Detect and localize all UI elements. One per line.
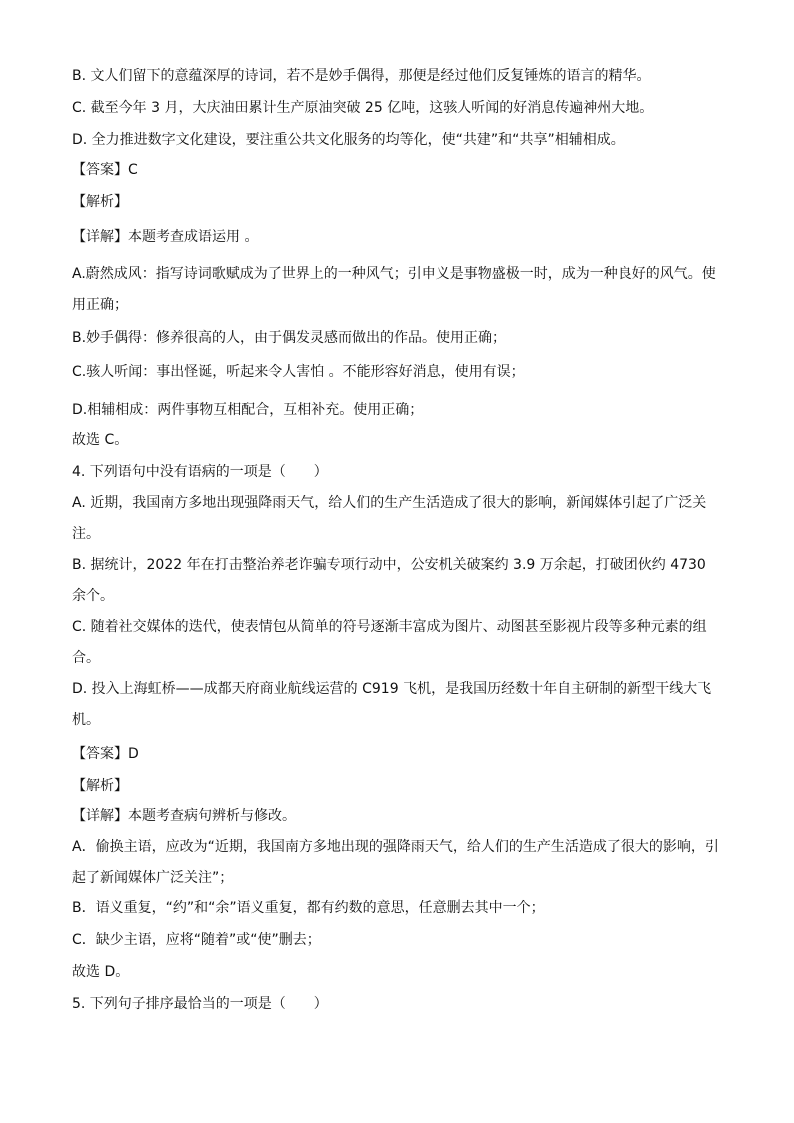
q3-explanation-b: B.妙手偶得：修养很高的人，由于偶发灵感而做出的作品。使用正确； xyxy=(72,330,507,346)
q5-question: 5. 下列句子排序最恰当的一项是（ ） xyxy=(72,996,328,1012)
q4-analysis-label: 【解析】 xyxy=(72,778,128,794)
q4-explanation-a: A．偷换主语，应改为“近期，我国南方多地出现的强降雨天气，给人们的生产生活造成了很大的影响，引起了新闻媒体广泛关注”； xyxy=(72,839,719,886)
q3-analysis-label: 【解析】 xyxy=(72,194,128,210)
q4-question: 4. 下列语句中没有语病的一项是（ ） xyxy=(72,464,328,480)
q3-option-d: D. 全力推进数字文化建设，要注重公共文化服务的均等化，使“共建”和“共享”相辅相成。 xyxy=(72,132,625,148)
q4-option-b: B. 据统计，2022 年在打击整治养老诈骗专项行动中，公安机关破案约 3.9 万余起，打破团伙约 4730 余个。 xyxy=(72,557,706,604)
q3-conclusion: 故选 C。 xyxy=(72,432,129,448)
q4-option-a: A. 近期，我国南方多地出现强降雨天气，给人们的生产生活造成了很大的影响，新闻媒体引起了广泛关注。 xyxy=(72,495,707,542)
q4-detail: 【详解】本题考查病句辨析与修改。 xyxy=(72,808,296,824)
q4-answer: 【答案】D xyxy=(72,746,139,762)
q4-explanation-c: C．缺少主语，应将“随着”或“使”删去； xyxy=(72,932,321,948)
q3-option-b: B. 文人们留下的意蕴深厚的诗词，若不是妙手偶得，那便是经过他们反复锤炼的语言的精华。 xyxy=(72,68,651,84)
q4-explanation-b: B．语义重复，“约”和“余”语义重复，都有约数的意思，任意删去其中一个； xyxy=(72,900,545,916)
q4-option-d: D. 投入上海虹桥——成都天府商业航线运营的 C919 飞机，是我国历经数十年自主研制的新型干线大飞机。 xyxy=(72,681,712,728)
q4-option-c: C. 随着社交媒体的迭代，使表情包从简单的符号逐渐丰富成为图片、动图甚至影视片段等多种元素的组合。 xyxy=(72,619,707,666)
q3-detail: 【详解】本题考查成语运用 。 xyxy=(72,229,259,245)
q3-answer: 【答案】C xyxy=(72,162,138,178)
q3-option-c: C. 截至今年 3 月，大庆油田累计生产原油突破 25 亿吨，这骇人听闻的好消息传遍神州大地。 xyxy=(72,100,654,116)
q3-explanation-d: D.相辅相成：两件事物互相配合，互相补充。使用正确； xyxy=(72,402,424,418)
q4-conclusion: 故选 D。 xyxy=(72,964,130,980)
q3-explanation-c: C.骇人听闻：事出怪诞，听起来令人害怕 。不能形容好消息，使用有误； xyxy=(72,364,525,380)
q3-explanation-a: A.蔚然成风：指写诗词歌赋成为了世界上的一种风气；引申义是事物盛极一时，成为一种良好的风气。使用正确； xyxy=(72,266,716,313)
